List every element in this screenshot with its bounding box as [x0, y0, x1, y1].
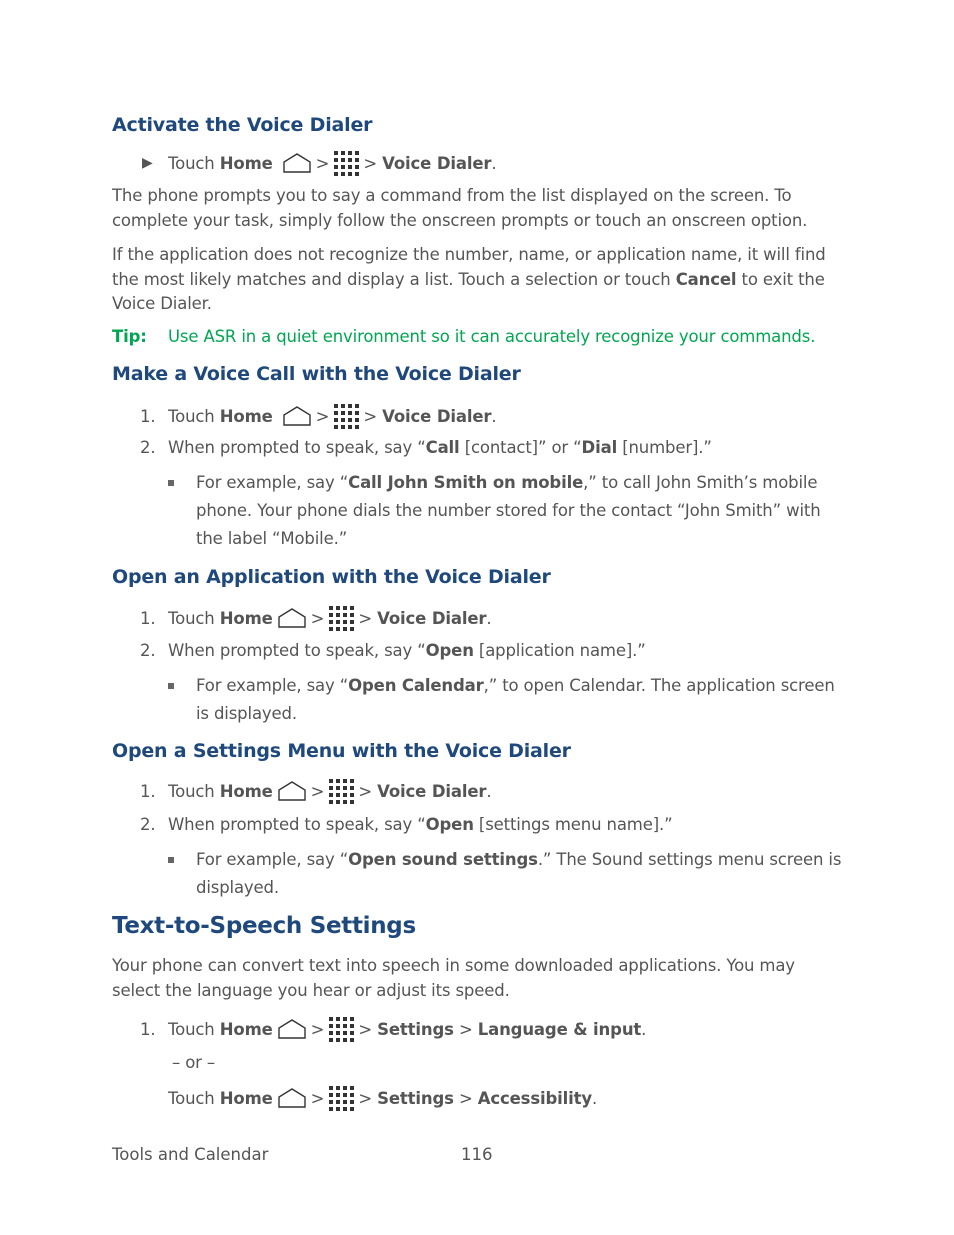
- step-number: 1.: [140, 406, 156, 426]
- separator: >: [358, 1088, 373, 1108]
- home-icon: [277, 1018, 307, 1040]
- square-bullet-icon: [168, 480, 174, 486]
- open-app-example: [196, 672, 842, 728]
- footer-section-title: Tools and Calendar: [112, 1145, 269, 1164]
- bullet-text: For example, say “: [196, 676, 349, 695]
- separator: >: [358, 1019, 373, 1039]
- home-label: Home: [219, 1088, 273, 1108]
- open-app-step-2: [140, 641, 646, 660]
- or-separator: – or –: [172, 1053, 215, 1072]
- tip: [112, 327, 815, 346]
- step-text: [contact]” or “: [464, 438, 582, 457]
- command-dial: Dial: [581, 438, 618, 457]
- separator: >: [310, 608, 325, 628]
- bullet-text: For example, say “: [196, 850, 349, 869]
- heading-open-application: Open an Application with the Voice Dialer: [112, 566, 551, 588]
- voice-dialer-label: Voice Dialer: [377, 608, 487, 628]
- separator: >: [458, 1088, 473, 1108]
- tts-step-alt: [168, 1085, 597, 1111]
- separator: >: [363, 153, 378, 173]
- step-number: 2.: [140, 641, 156, 660]
- home-label: Home: [219, 608, 273, 628]
- step-text: Touch: [168, 1019, 215, 1039]
- separator: >: [315, 153, 330, 173]
- apps-grid-icon: [333, 403, 359, 429]
- separator: >: [458, 1019, 473, 1039]
- activate-step: [142, 150, 497, 176]
- voice-call-step-2: [140, 438, 712, 457]
- period: .: [486, 781, 492, 801]
- period: .: [491, 406, 497, 426]
- separator: >: [315, 406, 330, 426]
- separator: >: [310, 781, 325, 801]
- accessibility-label: Accessibility: [477, 1088, 593, 1108]
- square-bullet-icon: [168, 683, 174, 689]
- voice-call-step-1: [140, 403, 497, 429]
- open-settings-step-2: [140, 815, 673, 834]
- home-label: Home: [219, 781, 273, 801]
- command-open: Open: [425, 815, 474, 834]
- tts-step-1: [140, 1016, 646, 1042]
- bullet-text: ,” to call John Smith’s mobile phone. Your phone dials the number stored for the contact “John Smith” with the label “Mobile.”: [196, 473, 821, 548]
- step-text: [number].”: [622, 438, 712, 457]
- step-number: 1.: [140, 608, 156, 628]
- tts-paragraph: Your phone can convert text into speech in some downloaded applications. You may select the language you hear or adjust its speed.: [112, 956, 795, 1000]
- open-app-step-1: [140, 605, 492, 631]
- bullet-text: ,” to open Calendar. The application screen is displayed.: [196, 676, 835, 723]
- step-text: Touch: [168, 608, 215, 628]
- separator: >: [363, 406, 378, 426]
- example-command: Open Calendar: [348, 676, 484, 695]
- step-text: Touch: [168, 1088, 215, 1108]
- heading-text-to-speech: Text-to-Speech Settings: [112, 913, 416, 939]
- home-icon: [277, 780, 307, 802]
- step-text: When prompted to speak, say “: [168, 641, 426, 660]
- step-text: When prompted to speak, say “: [168, 438, 426, 457]
- home-label: Home: [219, 153, 273, 173]
- step-number: 1.: [140, 781, 156, 801]
- separator: >: [358, 608, 373, 628]
- home-icon: [277, 1087, 307, 1109]
- bullet-text: For example, say “: [196, 473, 349, 492]
- separator: >: [358, 781, 373, 801]
- period: .: [592, 1088, 598, 1108]
- square-bullet-icon: [168, 857, 174, 863]
- step-text: Touch: [168, 781, 215, 801]
- settings-label: Settings: [377, 1088, 454, 1108]
- step-text: Touch: [168, 153, 215, 173]
- step-number: 2.: [140, 815, 156, 834]
- voice-dialer-label: Voice Dialer: [382, 406, 492, 426]
- step-text: Touch: [168, 406, 215, 426]
- home-icon: [282, 405, 312, 427]
- heading-voice-call: Make a Voice Call with the Voice Dialer: [112, 363, 521, 385]
- activate-paragraph-2: [112, 243, 842, 317]
- apps-grid-icon: [328, 605, 354, 631]
- step-number: 1.: [140, 1019, 156, 1039]
- voice-dialer-label: Voice Dialer: [382, 153, 492, 173]
- example-command: Open sound settings: [348, 850, 538, 869]
- voice-dialer-label: Voice Dialer: [377, 781, 487, 801]
- apps-grid-icon: [328, 1085, 354, 1111]
- step-text: [application name].”: [478, 641, 646, 660]
- para-text: If the application does not recognize the number, name, or application name, it will find the most likely matches and display a list. Touch a selection or touch: [112, 245, 826, 289]
- step-number: 2.: [140, 438, 156, 457]
- apps-grid-icon: [333, 150, 359, 176]
- command-open: Open: [425, 641, 474, 660]
- separator: >: [310, 1019, 325, 1039]
- period: .: [641, 1019, 647, 1039]
- period: .: [491, 153, 497, 173]
- voice-call-example: [196, 469, 842, 553]
- cancel-label: Cancel: [675, 269, 737, 289]
- tip-text: Use ASR in a quiet environment so it can accurately recognize your commands.: [168, 327, 816, 346]
- home-label: Home: [219, 1019, 273, 1039]
- period: .: [486, 608, 492, 628]
- command-call: Call: [425, 438, 460, 457]
- triangle-bullet-icon: ▶: [142, 155, 153, 171]
- language-input-label: Language & input: [477, 1019, 642, 1039]
- heading-open-settings: Open a Settings Menu with the Voice Dialer: [112, 740, 571, 762]
- heading-activate-voice-dialer: Activate the Voice Dialer: [112, 114, 373, 136]
- open-settings-step-1: [140, 778, 492, 804]
- tip-label: Tip:: [112, 327, 147, 346]
- example-command: Call John Smith on mobile: [348, 473, 584, 492]
- apps-grid-icon: [328, 1016, 354, 1042]
- home-label: Home: [219, 406, 273, 426]
- apps-grid-icon: [328, 778, 354, 804]
- para-text: to exit the Voice Dialer.: [112, 269, 825, 313]
- page-number: 116: [461, 1145, 493, 1164]
- activate-paragraph-1: The phone prompts you to say a command from the list displayed on the screen. To complete your task, simply follow the onscreen prompts or touch an onscreen option.: [112, 186, 808, 230]
- bullet-text: .” The Sound settings menu screen is displayed.: [196, 850, 842, 897]
- settings-label: Settings: [377, 1019, 454, 1039]
- step-text: When prompted to speak, say “: [168, 815, 426, 834]
- separator: >: [310, 1088, 325, 1108]
- home-icon: [277, 607, 307, 629]
- open-settings-example: [196, 846, 842, 902]
- step-text: [settings menu name].”: [478, 815, 673, 834]
- home-icon: [282, 152, 312, 174]
